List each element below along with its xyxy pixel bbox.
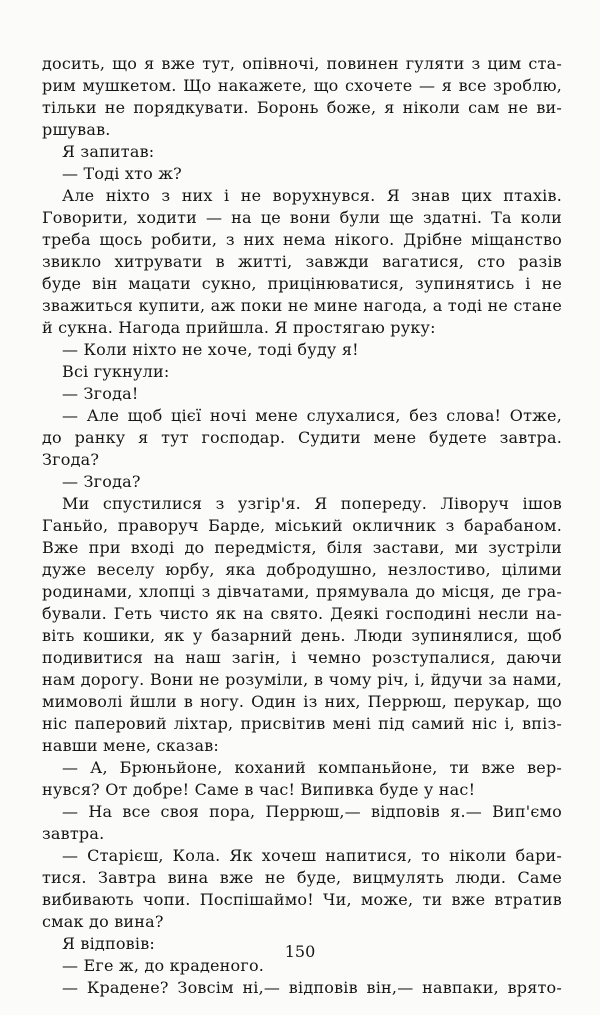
text-line: Ганьйо, праворуч Барде, міський окличник з барабаном. [42, 516, 562, 535]
text-line: Але ніхто з них і не ворухнувся. Я знав цих птахів. [62, 186, 562, 205]
text-line: рим мушкетом. Що накажете, що схочете — я все зроблю, [42, 76, 562, 95]
text-line: нувся? От добре! Саме в час! Випивка буде у нас! [42, 780, 476, 799]
text-line: Згода? [42, 450, 100, 469]
text-line: ніс паперовий ліхтар, присвітив мені під самий ніс і, впіз- [42, 714, 562, 733]
text-line: віть кошики, як у базарний день. Люди зупинялися, щоб [42, 626, 562, 645]
text-line: дуже веселу юрбу, яка добродушно, незлостиво, цілими [42, 560, 562, 579]
text-line: буде він мацати сукно, прицінюватися, зупинятись і не [42, 274, 562, 293]
text-line: Я відповів: [62, 934, 156, 953]
text-line: бували. Геть чисто як на свято. Деякі господині несли на- [42, 604, 562, 623]
text-line: тися. Завтра вина вже не буде, вицмулять люди. Саме [42, 868, 562, 887]
text-line: — Старієш, Кола. Як хочеш напитися, то ніколи бари- [62, 846, 562, 865]
text-line: до ранку я тут господар. Судити мене будете завтра. [42, 428, 562, 447]
text-line: Всі гукнули: [62, 362, 170, 381]
text-line: мимоволі йшли в ногу. Один із них, Перрюш, перукар, що [42, 692, 562, 711]
text-line: — Еге ж, до краденого. [62, 956, 265, 975]
text-line: — Згода! [62, 384, 139, 403]
text-line: — Крадене? Зовсім ні,— відповів він,— навпаки, врято- [62, 978, 562, 997]
text-line: вибивають чопи. Поспішаймо! Чи, може, ти вже втратив [42, 890, 562, 909]
text-line: зважиться купити, аж поки не мине нагода, а тоді не стане [42, 296, 562, 315]
text-line: ршував. [42, 120, 111, 139]
text-line: — Але щоб цієї ночі мене слухалися, без слова! Отже, [62, 406, 562, 425]
text-line: завтра. [42, 824, 105, 843]
text-line: нам дорогу. Вони не розуміли, в чому річ, і, йдучи за нами, [42, 670, 562, 689]
text-line: смак до вина? [42, 912, 164, 931]
text-line: — На все своя пора, Перрюш,— відповів я.— Вип'ємо [62, 802, 562, 821]
text-line: — Згода? [62, 472, 141, 491]
text-line: досить, що я вже тут, опівночі, повинен гуляти з цим ста- [42, 54, 562, 73]
text-line: — Коли ніхто не хоче, тоді буду я! [62, 340, 359, 359]
text-line: подивитися на наш загін, і чемно розступалися, даючи [42, 648, 562, 667]
text-line: Вже при вході до передмістя, біля застави, ми зустріли [42, 538, 562, 557]
text-line: Говорити, ходити — на це вони були ще здатні. Та коли [42, 208, 562, 227]
text-line: навши мене, сказав: [42, 736, 220, 755]
text-line: звикло хитрувати в житті, завжди вагатися, сто разів [42, 252, 562, 271]
text-line: Я запитав: [62, 142, 155, 161]
text-line: треба щось робити, з них нема нікого. Дрібне міщанство [42, 230, 562, 249]
text-line: й сукна. Нагода прийшла. Я простягаю руку: [42, 318, 436, 337]
text-line: тільки не порядкувати. Боронь боже, я ніколи сам не ви- [42, 98, 562, 117]
page-number: 150 [284, 942, 316, 961]
text-line: Ми спустилися з узгір'я. Я попереду. Ліворуч ішов [62, 494, 562, 513]
text-line: — А, Брюньйоне, коханий компаньйоне, ти вже вер- [62, 758, 562, 777]
text-line: родинами, хлопці з дівчатами, прямувала до місця, де гра- [42, 582, 562, 601]
text-line: — Тоді хто ж? [62, 164, 182, 183]
